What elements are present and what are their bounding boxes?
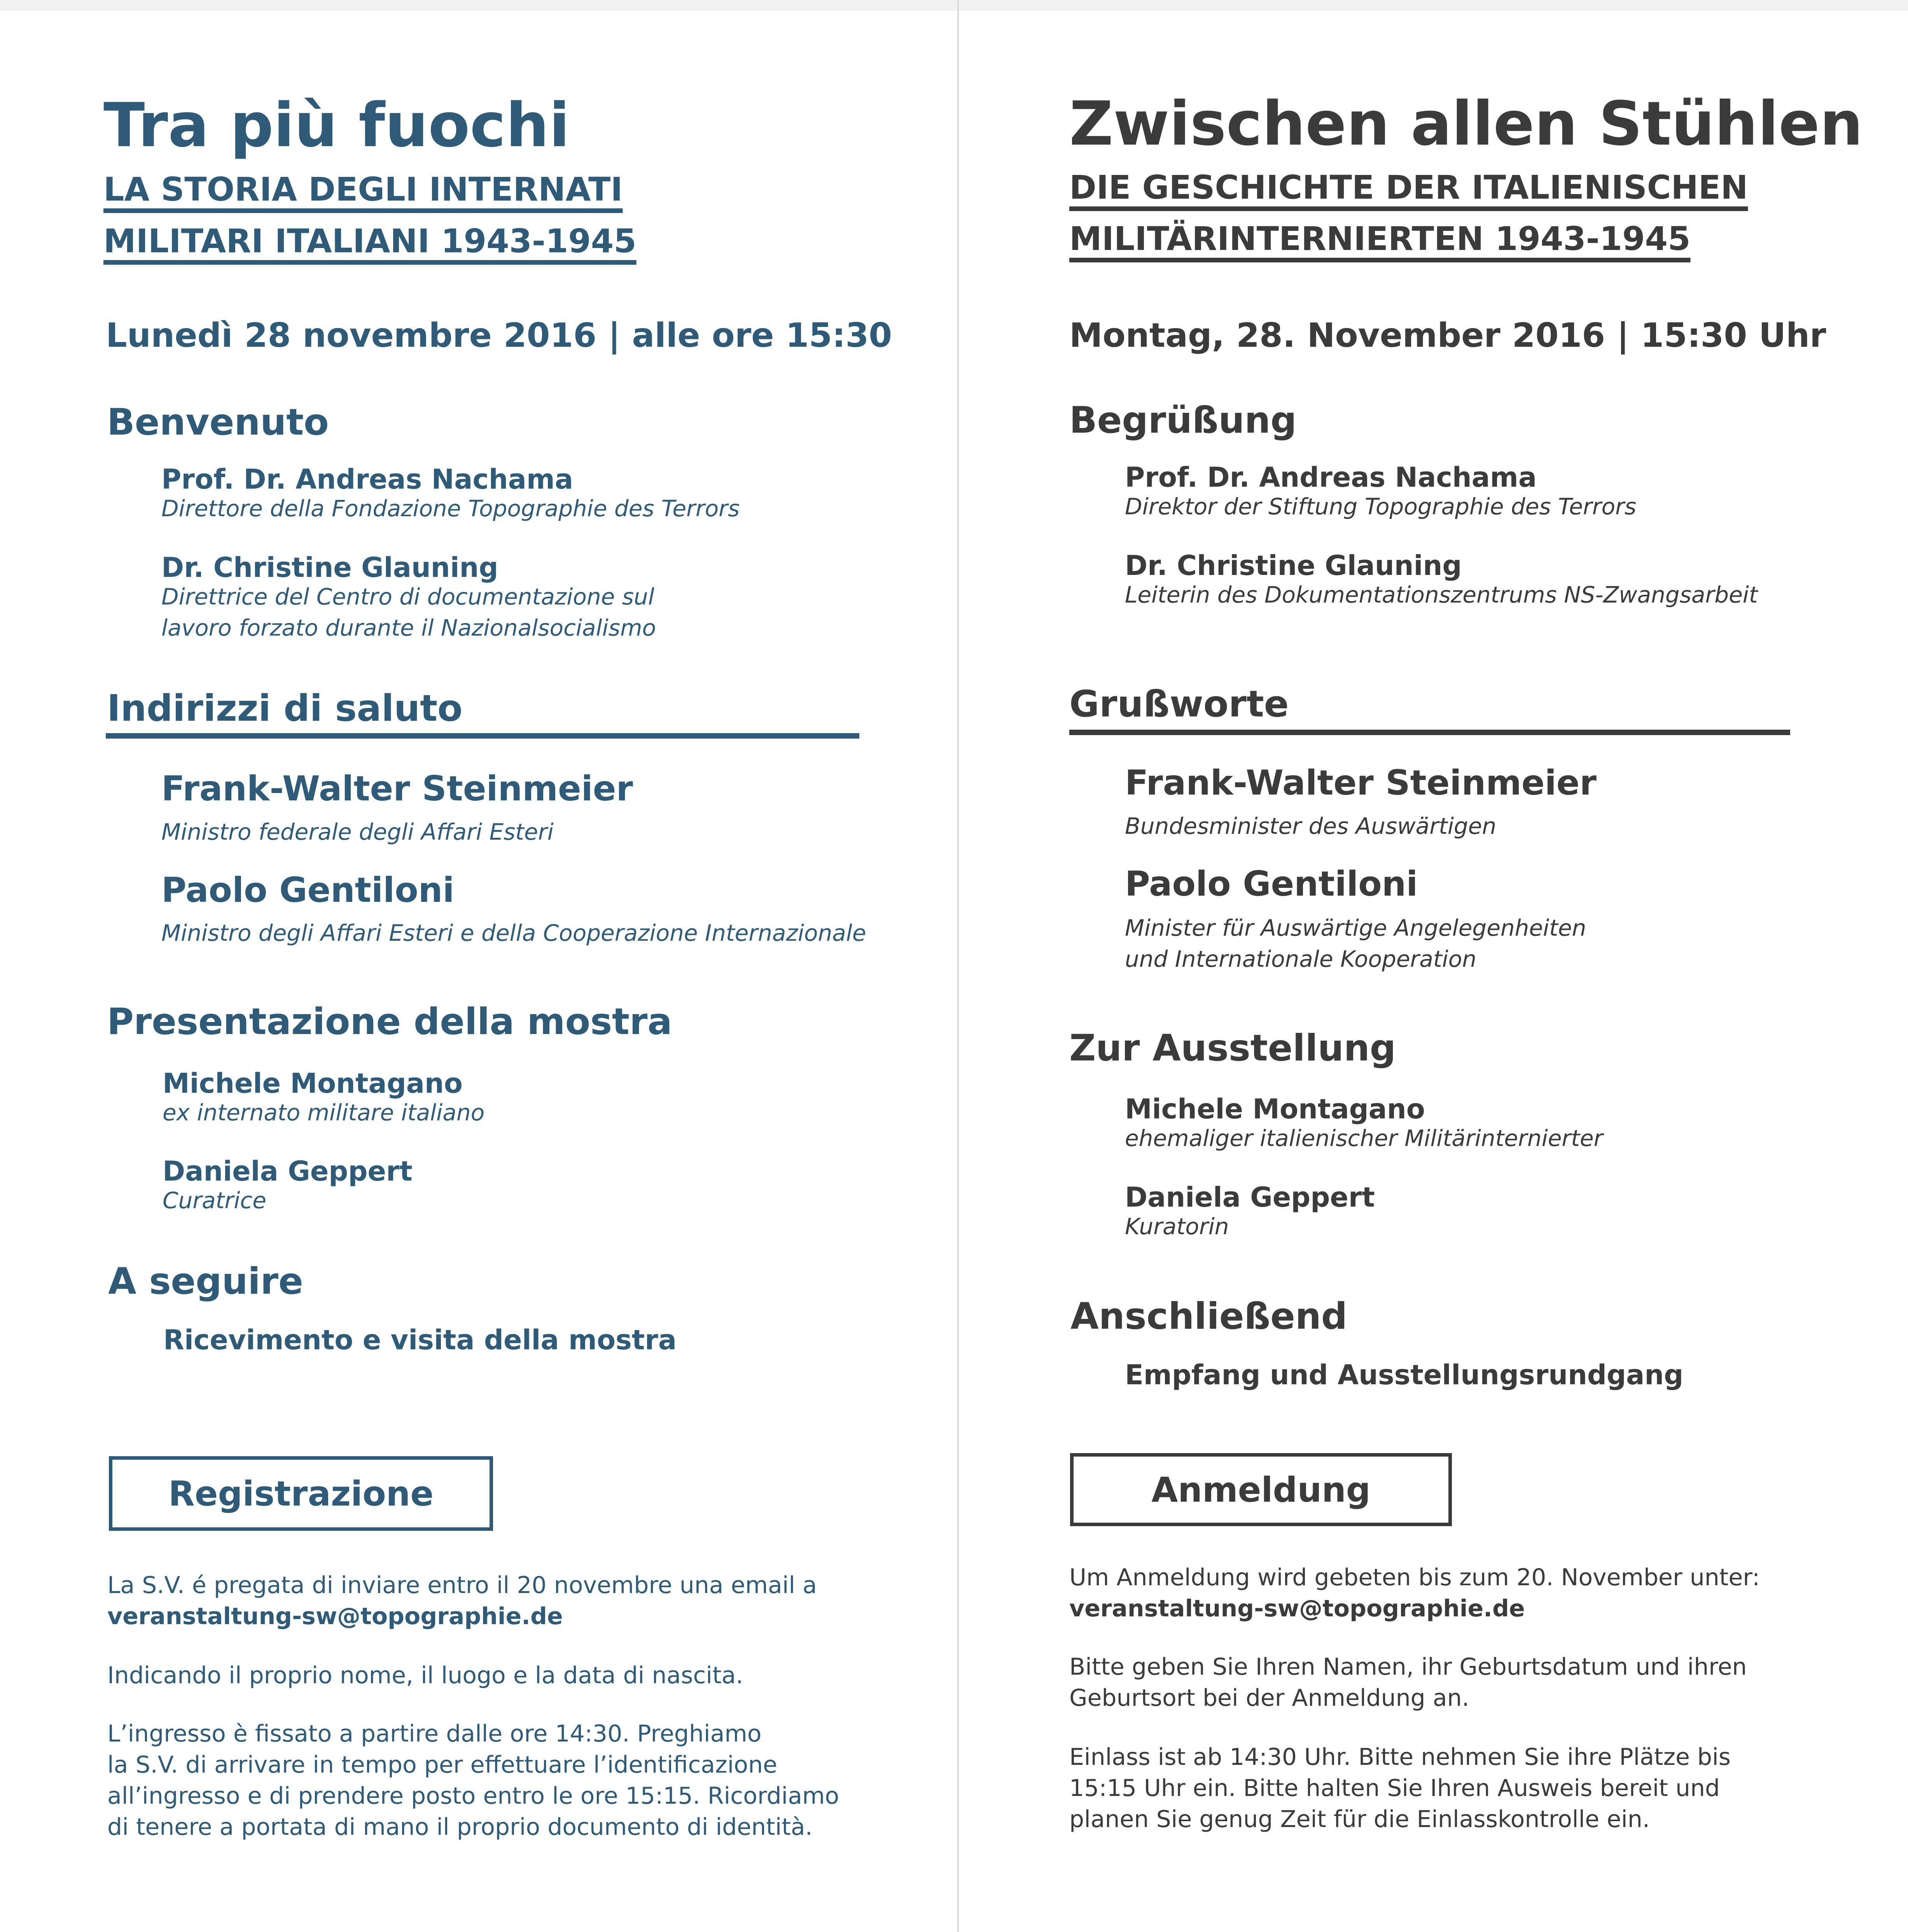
following-description: Ricevimento e visita della mostra bbox=[163, 1324, 677, 1356]
german-subtitle-line-2: MILITÄRINTERNIERTEN 1943-1945 bbox=[1069, 220, 1691, 258]
speaker-name: Prof. Dr. Andreas Nachama bbox=[1125, 461, 1537, 493]
paragraph-line: Geburtsort bei der Anmeldung an. bbox=[1069, 1684, 1469, 1712]
speaker-name: Michele Montagano bbox=[163, 1067, 463, 1099]
speaker-name: Frank-Walter Steinmeier bbox=[1125, 763, 1597, 803]
speaker-role: ehemaliger italienischer Militärinternierter bbox=[1125, 1125, 1603, 1151]
registration-paragraph-2 bbox=[1069, 1651, 1886, 1714]
registration-heading: Anmeldung bbox=[1151, 1469, 1371, 1510]
italian-exhibition-heading: Presentazione della mostra bbox=[107, 1001, 672, 1043]
paragraph-line: Bitte geben Sie Ihren Namen, ihr Geburtsdatum und ihren bbox=[1069, 1653, 1747, 1680]
german-page bbox=[960, 0, 1908, 1932]
italian-subtitle-line-1: LA STORIA DEGLI INTERNATI bbox=[103, 170, 623, 208]
speaker-role: Bundesminister des Auswärtigen bbox=[1125, 813, 1497, 839]
german-title: Zwischen allen Stühlen bbox=[1069, 88, 1863, 159]
paragraph-line: L’ingresso è fissato a partire dalle ore 14:30. Preghiamo bbox=[107, 1720, 762, 1747]
speaker-name: Dr. Christine Glauning bbox=[1125, 550, 1462, 582]
registration-instruction: Um Anmeldung wird gebeten bis zum 20. November unter: bbox=[1069, 1564, 1760, 1591]
registration-paragraph-3 bbox=[107, 1718, 943, 1843]
speaker-name: Prof. Dr. Andreas Nachama bbox=[161, 463, 574, 495]
speaker-role: Ministro federale degli Affari Esteri bbox=[161, 819, 554, 845]
italian-greetings-heading: Indirizzi di saluto bbox=[107, 687, 463, 730]
speaker-role: Direttrice del Centro di documentazione sul bbox=[161, 583, 654, 610]
paragraph-line: 15:15 Uhr ein. Bitte halten Sie Ihren Ausweis bereit und bbox=[1069, 1775, 1720, 1802]
german-welcome-heading: Begrüßung bbox=[1069, 399, 1297, 442]
registration-email-link[interactable]: veranstaltung-sw@topographie.de bbox=[1069, 1595, 1525, 1622]
speaker-name: Frank-Walter Steinmeier bbox=[161, 769, 633, 809]
section-divider bbox=[1069, 730, 1790, 735]
speaker-role: Ministro degli Affari Esteri e della Cooperazione Internazionale bbox=[161, 920, 866, 946]
registration-email-link[interactable]: veranstaltung-sw@topographie.de bbox=[107, 1603, 563, 1630]
german-greetings-heading: Grußworte bbox=[1069, 683, 1289, 725]
speaker-role: lavoro forzato durante il Nazionalsocialismo bbox=[161, 615, 656, 641]
german-following-heading: Anschließend bbox=[1070, 1295, 1348, 1338]
german-subtitle-line-1: DIE GESCHICHTE DER ITALIENISCHEN bbox=[1069, 168, 1748, 206]
speaker-name: Daniela Geppert bbox=[163, 1155, 413, 1187]
german-event-date: Montag, 28. November 2016 | 15:30 Uhr bbox=[1069, 316, 1826, 355]
registration-paragraph-2: Indicando il proprio nome, il luogo e la data di nascita. bbox=[107, 1662, 743, 1689]
paragraph-line: la S.V. di arrivare in tempo per effettuare l’identificazione bbox=[107, 1751, 777, 1778]
registration-paragraph-3 bbox=[1069, 1742, 1886, 1835]
following-description: Empfang und Ausstellungsrundgang bbox=[1125, 1359, 1684, 1391]
italian-subtitle-line-2: MILITARI ITALIANI 1943-1945 bbox=[103, 222, 637, 260]
speaker-role: ex internato militare italiano bbox=[163, 1099, 485, 1126]
registration-paragraph-1 bbox=[107, 1570, 924, 1632]
italian-following-heading: A seguire bbox=[108, 1260, 303, 1303]
speaker-role: Direttore della Fondazione Topographie des Terrors bbox=[161, 495, 740, 522]
speaker-role: und Internationale Kooperation bbox=[1125, 946, 1477, 972]
speaker-name: Paolo Gentiloni bbox=[161, 870, 455, 910]
paragraph-line: Einlass ist ab 14:30 Uhr. Bitte nehmen Sie ihre Plätze bis bbox=[1069, 1743, 1731, 1771]
registration-heading-box bbox=[1070, 1453, 1452, 1526]
speaker-name: Daniela Geppert bbox=[1125, 1181, 1375, 1213]
registration-instruction: La S.V. é pregata di inviare entro il 20 novembre una email a bbox=[107, 1572, 817, 1599]
italian-title: Tra più fuochi bbox=[103, 90, 570, 161]
speaker-name: Michele Montagano bbox=[1125, 1093, 1425, 1125]
speaker-role: Leiterin des Dokumentationszentrums NS-Zwangsarbeit bbox=[1125, 582, 1758, 608]
speaker-role: Minister für Auswärtige Angelegenheiten bbox=[1125, 915, 1586, 941]
german-exhibition-heading: Zur Ausstellung bbox=[1069, 1027, 1396, 1069]
speaker-role: Direktor der Stiftung Topographie des Terrors bbox=[1125, 493, 1637, 520]
speaker-role: Curatrice bbox=[163, 1187, 266, 1214]
paragraph-line: all’ingresso e di prendere posto entro le ore 15:15. Ricordiamo bbox=[107, 1782, 839, 1810]
section-divider bbox=[106, 733, 859, 739]
paragraph-line: di tenere a portata di mano il proprio documento di identità. bbox=[107, 1813, 813, 1841]
registration-paragraph-1 bbox=[1069, 1562, 1886, 1624]
speaker-role: Kuratorin bbox=[1125, 1213, 1229, 1240]
registration-heading-box bbox=[109, 1456, 493, 1531]
paragraph-line: planen Sie genug Zeit für die Einlasskontrolle ein. bbox=[1069, 1806, 1650, 1833]
speaker-name: Dr. Christine Glauning bbox=[161, 552, 498, 583]
speaker-name: Paolo Gentiloni bbox=[1125, 864, 1418, 904]
italian-welcome-heading: Benvenuto bbox=[107, 401, 329, 444]
fold-line bbox=[957, 0, 959, 1932]
registration-heading: Registrazione bbox=[168, 1473, 434, 1514]
italian-event-date: Lunedì 28 novembre 2016 | alle ore 15:30 bbox=[106, 316, 892, 355]
